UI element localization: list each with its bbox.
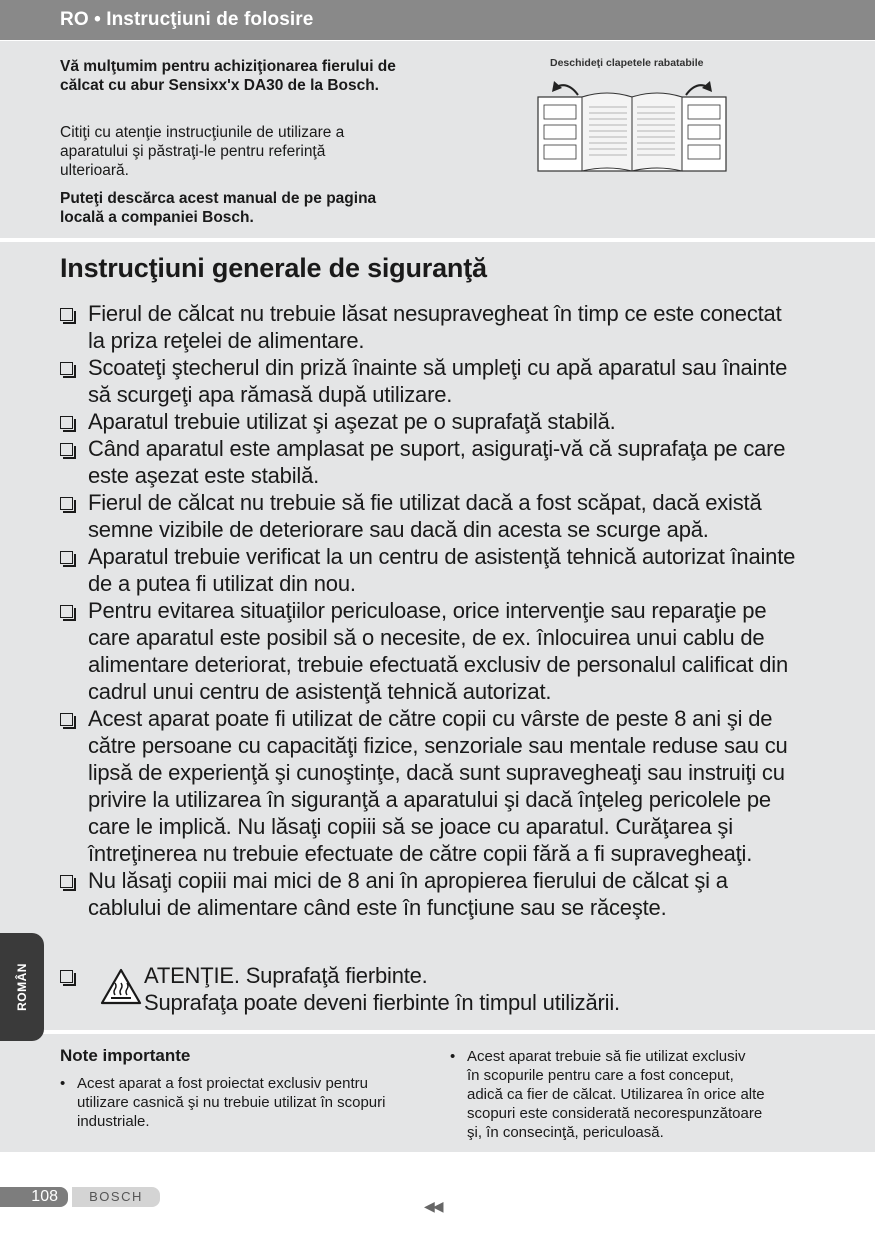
read-instructions-text	[60, 123, 420, 180]
item-line: care le implică. Nu lăsaţi copiii să se joace cu aparatul. Curăţarea şi	[88, 814, 733, 839]
item-line: care aparatul este posibil să o necesite, de ex. înlocuirea unui cablu de	[88, 625, 765, 650]
download-line: Puteţi descărca acest manual de pe pagina	[60, 190, 377, 207]
item-line: către persoane cu capacităţi fizice, senzoriale sau mentale reduse sau cu	[88, 733, 788, 758]
note-line: şi, în consecinţă, periculoasă.	[467, 1124, 664, 1141]
checkbox-bullet-icon	[60, 443, 73, 456]
note-line: scopuri este considerată necorespunzătoare	[467, 1105, 763, 1122]
bullet-icon: •	[60, 1075, 66, 1092]
thanks-text	[60, 57, 440, 95]
read-line: ulterioară.	[60, 162, 129, 179]
list-item	[60, 300, 820, 354]
item-line: privire la utilizarea în siguranţă a aparatului şi dacă înţeleg pericolele pe	[88, 787, 771, 812]
read-line: Citiţi cu atenţie instrucţiunile de utilizare a	[60, 124, 345, 141]
note-line: Acest aparat a fost proiectat exclusiv pentru	[77, 1075, 368, 1092]
item-line: Pentru evitarea situaţiilor periculoase, orice intervenţie sau reparaţie pe	[88, 598, 767, 623]
booklet-illustration	[532, 75, 732, 175]
bullet-icon: •	[450, 1048, 456, 1065]
item-line: alimentare deteriorat, trebuie efectuată exclusiv de personalul calificat din	[88, 652, 788, 677]
note-item	[60, 1074, 457, 1131]
item-line: este aşezat este stabilă.	[88, 463, 320, 488]
item-line: cablului de alimentare când este în funcţiune sau se răceşte.	[88, 895, 667, 920]
item-line: Scoateţi ştecherul din priză înainte să umpleţi cu apă aparatul sau înainte	[88, 355, 788, 380]
checkbox-bullet-icon	[60, 875, 73, 888]
previous-page-icon[interactable]: ◀◀	[424, 1198, 442, 1214]
page-number: 108	[0, 1187, 68, 1207]
list-item	[60, 867, 820, 921]
checkbox-bullet-icon	[60, 551, 73, 564]
checkbox-bullet-icon	[60, 713, 73, 726]
item-line: semne vizibile de deteriorare sau dacă din acesta se scurge apă.	[88, 517, 709, 542]
warning-text: Suprafaţa poate deveni fierbinte în timpul utilizării.	[144, 990, 620, 1015]
list-item	[60, 489, 820, 543]
download-line: locală a companiei Bosch.	[60, 209, 254, 226]
safety-list	[60, 300, 820, 921]
item-line: întreţinerea nu trebuie efectuate de către copii fără a fi supravegheaţi.	[88, 841, 753, 866]
list-item	[60, 408, 820, 435]
thanks-line: Vă mulţumim pentru achiziţionarea fierului de	[60, 58, 396, 75]
note-line: adică ca fier de călcat. Utilizarea în orice alte	[467, 1086, 765, 1103]
item-line: Când aparatul este amplasat pe suport, asiguraţi-vă că suprafaţa pe care	[88, 436, 786, 461]
download-text	[60, 189, 440, 227]
list-item	[60, 354, 820, 408]
note-line: utilizare casnică şi nu trebuie utilizat în scopuri	[77, 1094, 386, 1111]
checkbox-bullet-icon	[60, 497, 73, 510]
item-line: Nu lăsaţi copiii mai mici de 8 ani în apropierea fierului de călcat şi a	[88, 868, 728, 893]
section-title: Instrucţiuni generale de siguranţă	[60, 253, 487, 283]
item-line: lipsă de experienţă şi cunoştinţe, dacă sunt supravegheaţi sau instruiţi cu	[88, 760, 785, 785]
list-item	[60, 435, 820, 489]
note-line: Acest aparat trebuie să fie utilizat exclusiv	[467, 1048, 746, 1065]
item-line: Fierul de călcat nu trebuie să fie utilizat dacă a fost scăpat, dacă există	[88, 490, 762, 515]
warning-title: ATENŢIE. Suprafaţă fierbinte.	[144, 963, 428, 988]
language-tab-label: ROMÂN	[15, 963, 29, 1011]
checkbox-bullet-icon	[60, 970, 73, 983]
notes-title: Note importante	[60, 1046, 191, 1065]
read-line: aparatului şi păstraţi-le pentru referinţă	[60, 143, 326, 160]
brand-label: BOSCH	[72, 1187, 160, 1207]
item-line: la priza reţelei de alimentare.	[88, 328, 365, 353]
item-line: Fierul de călcat nu trebuie lăsat nesupravegheat în timp ce este conectat	[88, 301, 782, 326]
checkbox-bullet-icon	[60, 605, 73, 618]
hot-surface-warning	[60, 962, 820, 1022]
checkbox-bullet-icon	[60, 362, 73, 375]
page-title: RO • Instrucţiuni de folosire	[60, 9, 314, 30]
thanks-line: călcat cu abur Sensixx'x DA30 de la Bosch.	[60, 77, 379, 94]
figure-caption: Deschideţi clapetele rabatabile	[550, 57, 704, 69]
checkbox-bullet-icon	[60, 416, 73, 429]
note-line: în scopurile pentru care a fost conceput,	[467, 1067, 734, 1084]
note-line: industriale.	[77, 1113, 150, 1130]
note-item	[450, 1047, 847, 1142]
item-line: să scurgeţi apa rămasă după utilizare.	[88, 382, 453, 407]
checkbox-bullet-icon	[60, 308, 73, 321]
hot-surface-icon	[100, 968, 142, 1006]
item-line: Aparatul trebuie verificat la un centru de asistenţă tehnică autorizat înainte	[88, 544, 796, 569]
item-line: Aparatul trebuie utilizat şi aşezat pe o suprafaţă stabilă.	[88, 409, 616, 434]
list-item	[60, 543, 820, 597]
item-line: de a putea fi utilizat din nou.	[88, 571, 356, 596]
item-line: Acest aparat poate fi utilizat de către copii cu vârste de peste 8 ani şi de	[88, 706, 773, 731]
list-item	[60, 597, 820, 705]
item-line: cadrul unui centru de asistenţă tehnică autorizat.	[88, 679, 552, 704]
list-item	[60, 705, 820, 867]
